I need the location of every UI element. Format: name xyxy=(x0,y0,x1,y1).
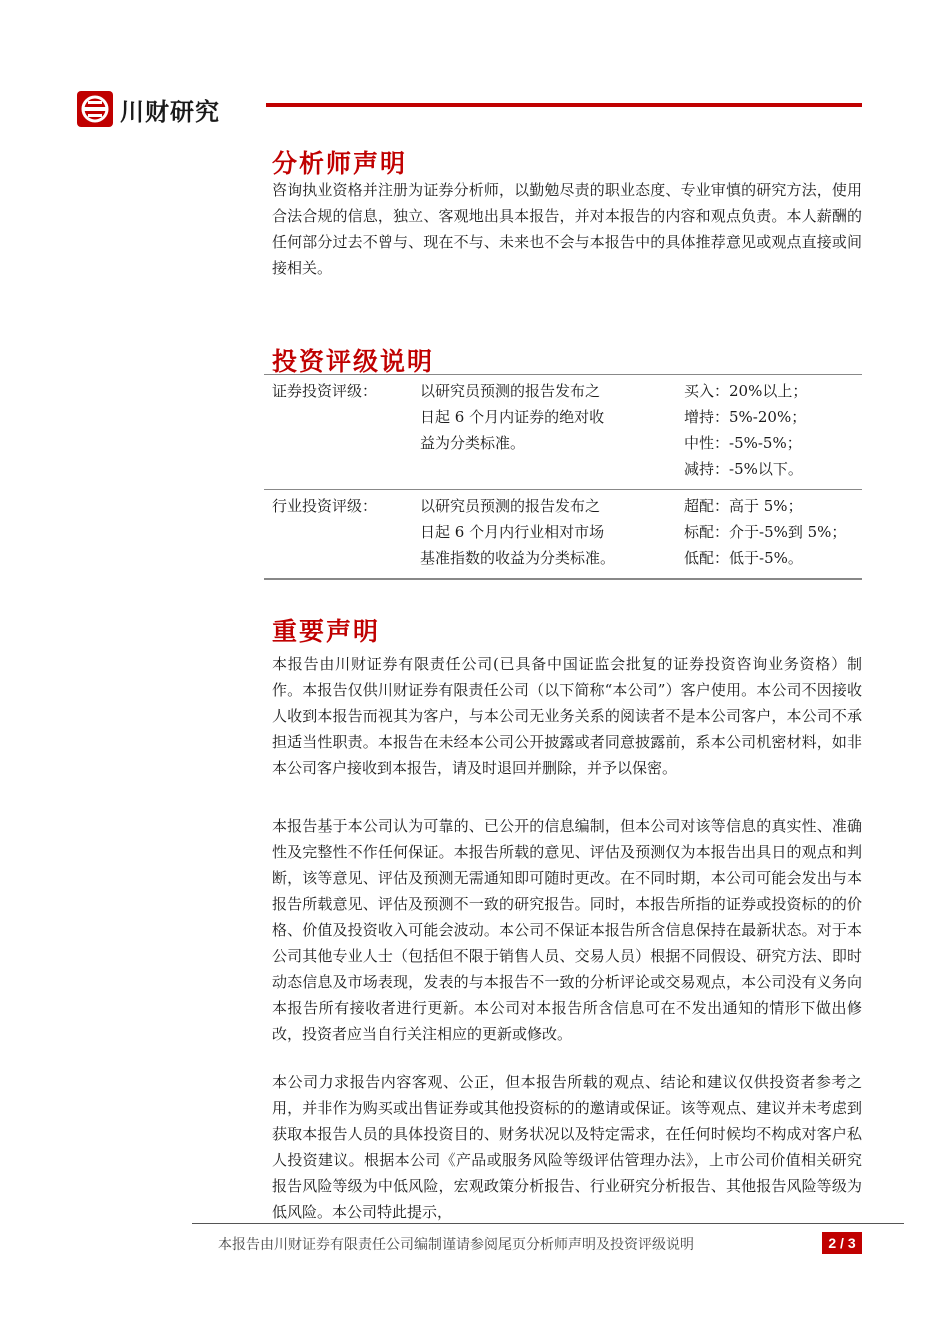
rating-table xyxy=(264,374,862,580)
rating-heading: 投资评级说明 xyxy=(272,347,435,376)
desc-line: 日起 6 个月内证券的绝对收 xyxy=(420,408,605,426)
important-paragraph-2: 本报告基于本公司认为可靠的、已公开的信息编制，但本公司对该等信息的真实性、准确性及完整性不作任何保证。本报告所载的意见、评估及预测仅为本报告出具日的观点和判断，该等意见、评估及预测无需通知即可随时更改。在不同时期，本公司可能会发出与本报告所载意见、评估及预测不一致的研究报告。同时，本报告所指的证券或投资标的的价格、价值及投资收入可能会波动。本公司不保证本报告所含信息保持在最新状态。对于本公司其他专业人士（包括但不限于销售人员、交易人员）根据不同假设、研究方法、即时动态信息及市场表现，发表的与本报告不一致的分析评论或交易观点，本公司没有义务向本报告所有接收者进行更新。本公司对本报告所含信息可在不发出通知的情形下做出修改，投资者应当自行关注相应的更新或修改。 xyxy=(272,817,862,1043)
footer-disclaimer: 本报告由川财证券有限责任公司编制谨请参阅尾页分析师声明及投资评级说明 xyxy=(218,1237,694,1253)
analyst-statement-heading: 分析师声明 xyxy=(272,149,408,178)
brand-logo xyxy=(76,88,220,130)
rating-level: 增持：5%-20%； xyxy=(684,408,807,426)
important-paragraph-3: 本公司力求报告内容客观、公正，但本报告所载的观点、结论和建议仅供投资者参考之用，并非作为购买或出售证券或其他投资标的的邀请或保证。该等观点、建议并未考虑到获取本报告人员的具体投资目的、财务状况以及特定需求，在任何时候均不构成对客户私人投资建议。根据本公司《产品或服务风险等级评估管理办法》，上市公司价值相关研究报告风险等级为中低风险，宏观政策分析报告、行业研究分析报告、其他报告风险等级为低风险。本公司特此提示， xyxy=(272,1073,862,1221)
rating-levels xyxy=(684,490,862,580)
desc-line: 日起 6 个月内行业相对市场 xyxy=(420,523,605,541)
rating-level: 减持：-5%以下。 xyxy=(684,460,803,478)
rating-level: 低配：低于-5%。 xyxy=(684,549,803,567)
desc-line: 以研究员预测的报告发布之 xyxy=(420,497,601,515)
important-paragraph-1: 本报告由川财证券有限责任公司(已具备中国证监会批复的证券投资咨询业务资格）制作。本报告仅供川财证券有限责任公司（以下简称“本公司”）客户使用。本公司不因接收人收到本报告而视其为客户，与本公司无业务关系的阅读者不是本公司客户，本公司不承担适当性职责。本报告在未经本公司公开披露或者同意披露前，系本公司机密材料，如非本公司客户接收到本报告，请及时退回并删除，并予以保密。 xyxy=(272,655,862,777)
analyst-statement-body: 咨询执业资格并注册为证券分析师，以勤勉尽责的职业态度、专业审慎的研究方法，使用合法合规的信息，独立、客观地出具本报告，并对本报告的内容和观点负责。本人薪酬的任何部分过去不曾与、现在不与、未来也不会与本报告中的具体推荐意见或观点直接或间接相关。 xyxy=(272,181,862,277)
brand-name: 川财研究 xyxy=(120,97,220,126)
header-rule xyxy=(266,103,862,107)
rating-levels xyxy=(684,375,862,490)
rating-level: 买入：20%以上； xyxy=(684,382,808,400)
rating-description xyxy=(420,375,684,490)
page-number-badge: 2 / 3 xyxy=(822,1232,862,1254)
desc-line: 以研究员预测的报告发布之 xyxy=(420,382,601,400)
rating-category: 行业投资评级： xyxy=(272,497,378,515)
rating-row-industry xyxy=(264,490,862,580)
rating-description xyxy=(420,490,684,580)
desc-line: 基准指数的收益为分类标准。 xyxy=(420,549,616,567)
important-notice-heading: 重要声明 xyxy=(272,617,381,646)
rating-level: 标配：介于-5%到 5%； xyxy=(684,523,847,541)
rating-row-stock xyxy=(264,375,862,490)
rating-level: 超配：高于 5%； xyxy=(684,497,803,515)
footer-rule xyxy=(192,1223,904,1224)
rating-level: 中性：-5%-5%； xyxy=(684,434,802,452)
logo-icon xyxy=(76,90,114,128)
desc-line: 益为分类标准。 xyxy=(420,434,526,452)
rating-category: 证券投资评级： xyxy=(272,382,378,400)
